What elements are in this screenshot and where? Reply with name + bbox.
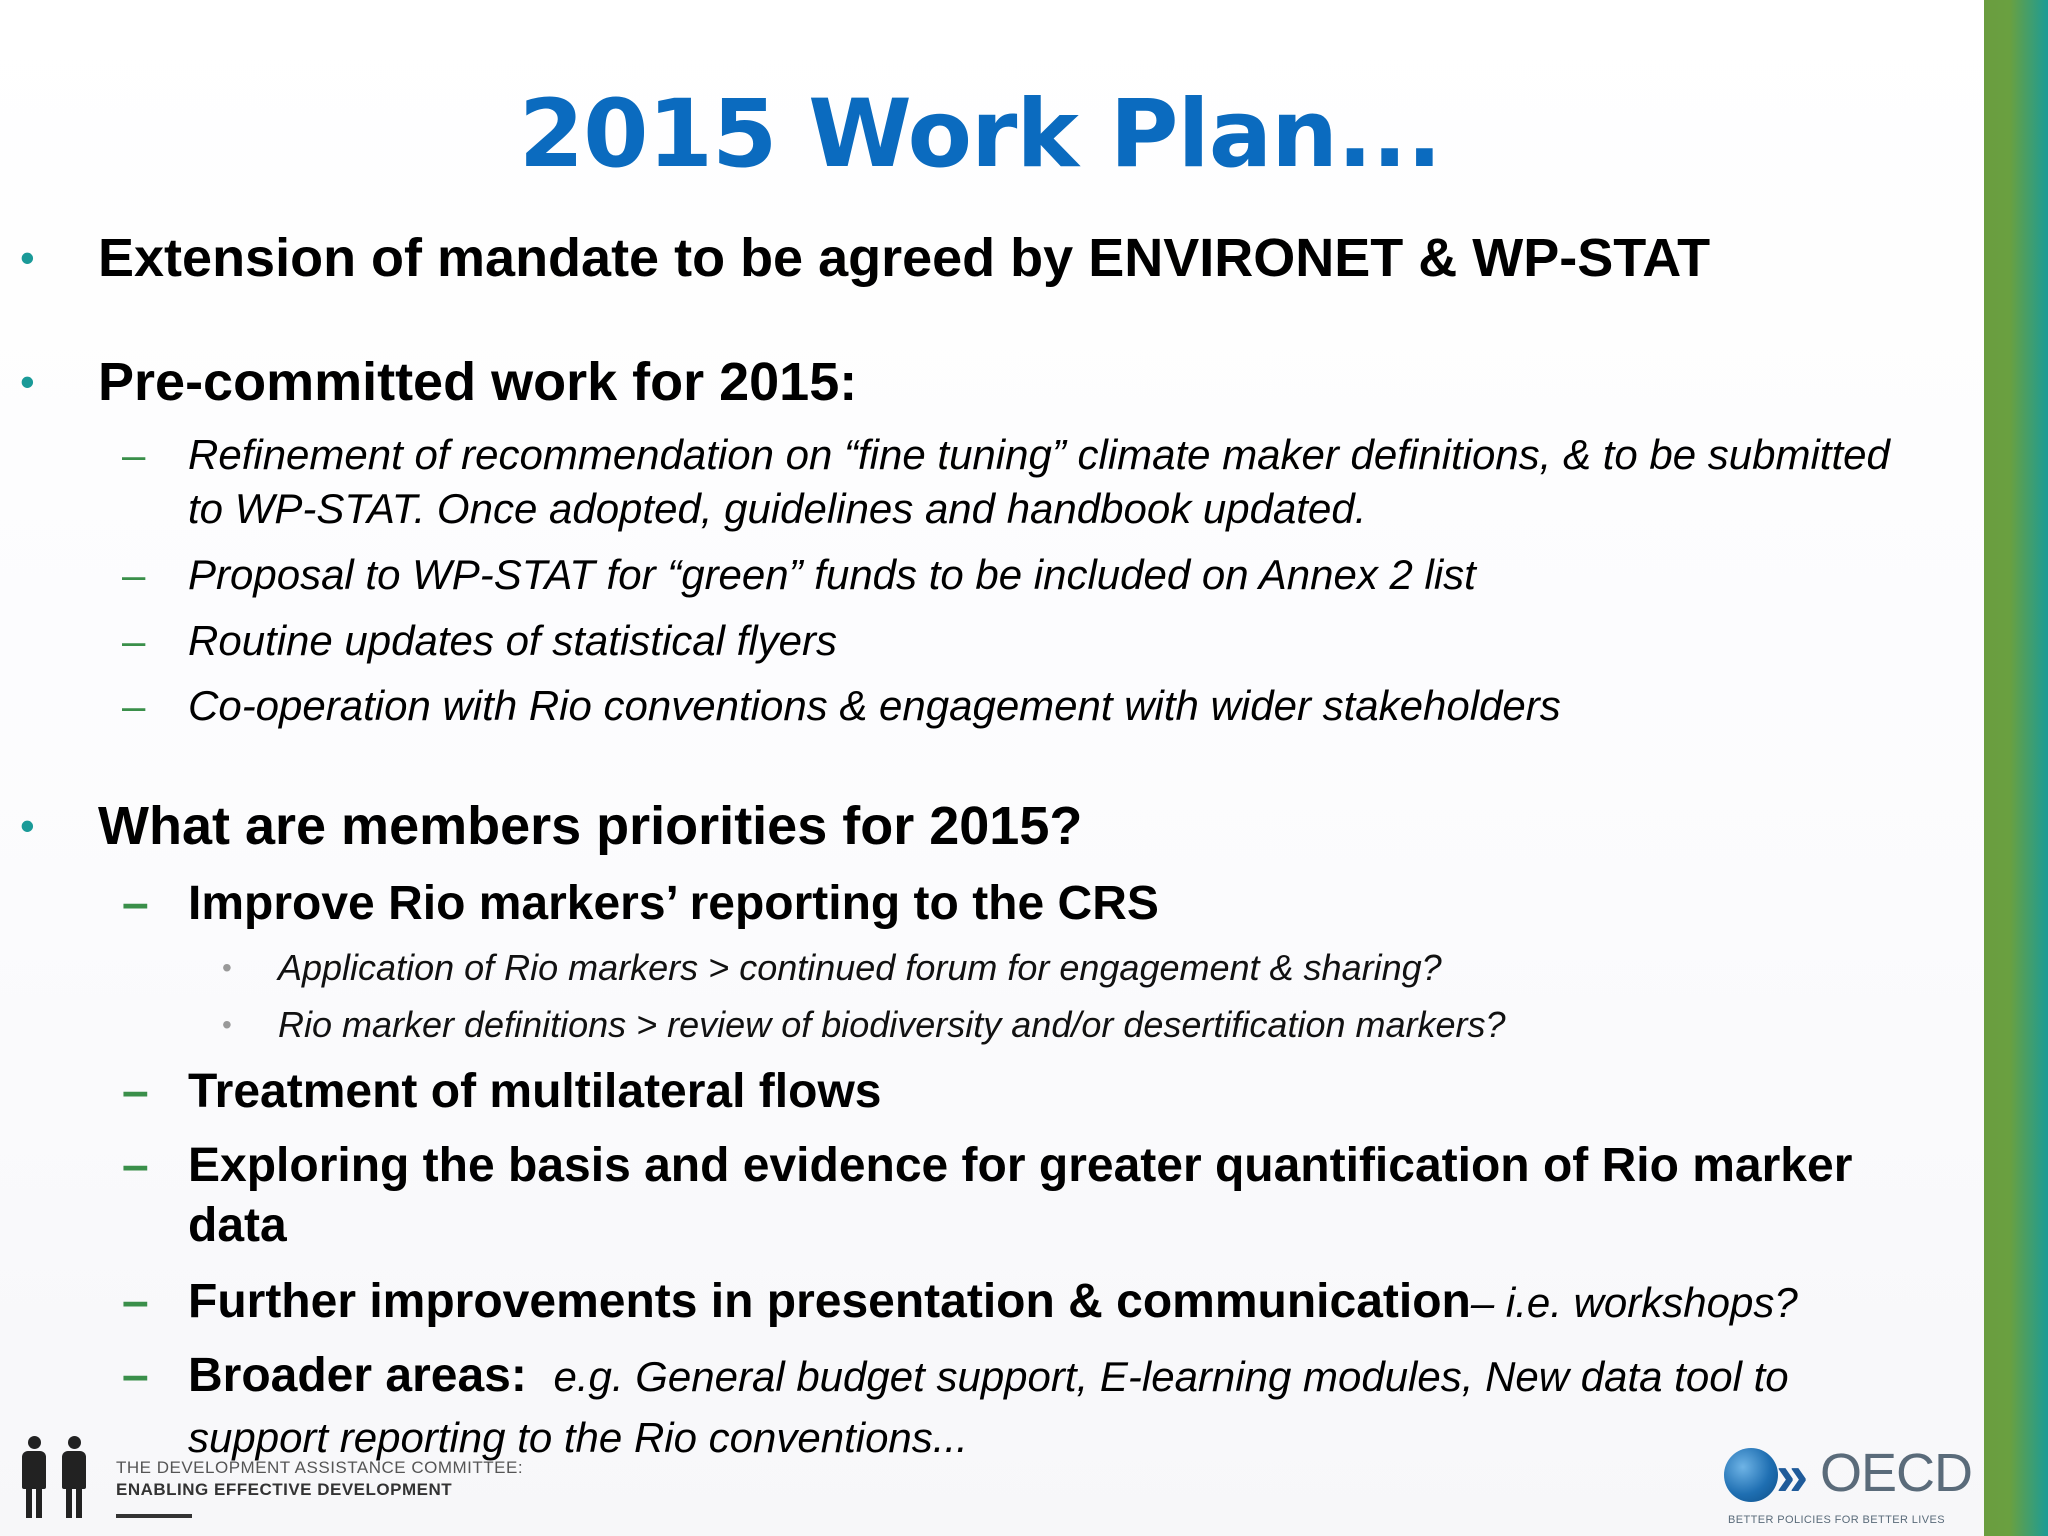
sub-item-text: Refinement of recommendation on “fine tuning” climate maker definitions, & to be submitted to WP-STAT. Once adopted, guidelines and handbook updated.: [188, 431, 1890, 532]
sub-item-italic: e.g. General budget support, E-learning modules, New data tool to support reporting to the Rio conventions...: [188, 1353, 1789, 1461]
bullet-3-text: What are members priorities for 2015?: [98, 796, 1083, 856]
dash-icon: –: [122, 1139, 149, 1192]
sub-item-text: Routine updates of statistical flyers: [188, 617, 837, 664]
dash-icon: –: [122, 551, 146, 598]
bullet-dot-icon: •: [222, 952, 232, 983]
dash-icon: –: [122, 1349, 149, 1402]
dash-icon: –: [122, 682, 146, 729]
dac-logo: [16, 1436, 556, 1526]
person-icon: [60, 1436, 88, 1518]
dash-icon: –: [122, 431, 146, 478]
bullet-2-text: Pre-committed work for 2015:: [98, 352, 858, 412]
bullet-dot-icon: •: [20, 358, 35, 405]
dac-underline: [116, 1514, 192, 1518]
bullet-1-text: Extension of mandate to be agreed by ENVIRONET & WP-STAT: [98, 228, 1711, 288]
sub-item-text: Proposal to WP-STAT for “green” funds to be included on Annex 2 list: [188, 551, 1476, 598]
dash-icon: –: [122, 1275, 149, 1328]
bullet-dot-icon: •: [20, 802, 35, 849]
slide-title: 2015 Work Plan...: [518, 80, 1442, 189]
oecd-wordmark: OECD: [1820, 1443, 1973, 1503]
dash-icon: –: [122, 877, 149, 930]
dac-line-2: ENABLING EFFECTIVE DEVELOPMENT: [116, 1480, 453, 1499]
sub-item-italic: – i.e. workshops?: [1470, 1279, 1798, 1326]
accent-side-bar: [1984, 0, 2048, 1536]
bullet-dot-icon: •: [222, 1009, 232, 1040]
sub-item-text: [188, 1272, 1928, 1333]
sub-item-text: Exploring the basis and evidence for greater quantification of Rio marker data: [188, 1139, 1853, 1252]
sub-item-text: Treatment of multilateral flows: [188, 1065, 882, 1118]
sub-sub-item-text: Application of Rio markers > continued forum for engagement & sharing?: [278, 947, 1442, 988]
person-icon: [20, 1436, 48, 1518]
globe-icon: [1724, 1448, 1778, 1502]
sub-item-text: Improve Rio markers’ reporting to the CRS: [188, 877, 1159, 930]
bullet-dot-icon: •: [20, 234, 35, 281]
sub-sub-item-text: Rio marker definitions > review of biodiversity and/or desertification markers?: [278, 1004, 1506, 1045]
oecd-tagline: BETTER POLICIES FOR BETTER LIVES: [1728, 1514, 1945, 1526]
dash-icon: –: [122, 617, 146, 664]
dac-line-1: THE DEVELOPMENT ASSISTANCE COMMITTEE:: [116, 1458, 524, 1477]
sub-item-bold: Broader areas:: [188, 1349, 527, 1402]
sub-item-text: Co-operation with Rio conventions & engagement with wider stakeholders: [188, 682, 1561, 729]
dash-icon: –: [122, 1065, 149, 1118]
sub-item-bold: Further improvements in presentation & communication: [188, 1275, 1471, 1328]
chevron-right-icon: »: [1776, 1443, 1799, 1508]
oecd-logo: [1720, 1436, 1973, 1536]
